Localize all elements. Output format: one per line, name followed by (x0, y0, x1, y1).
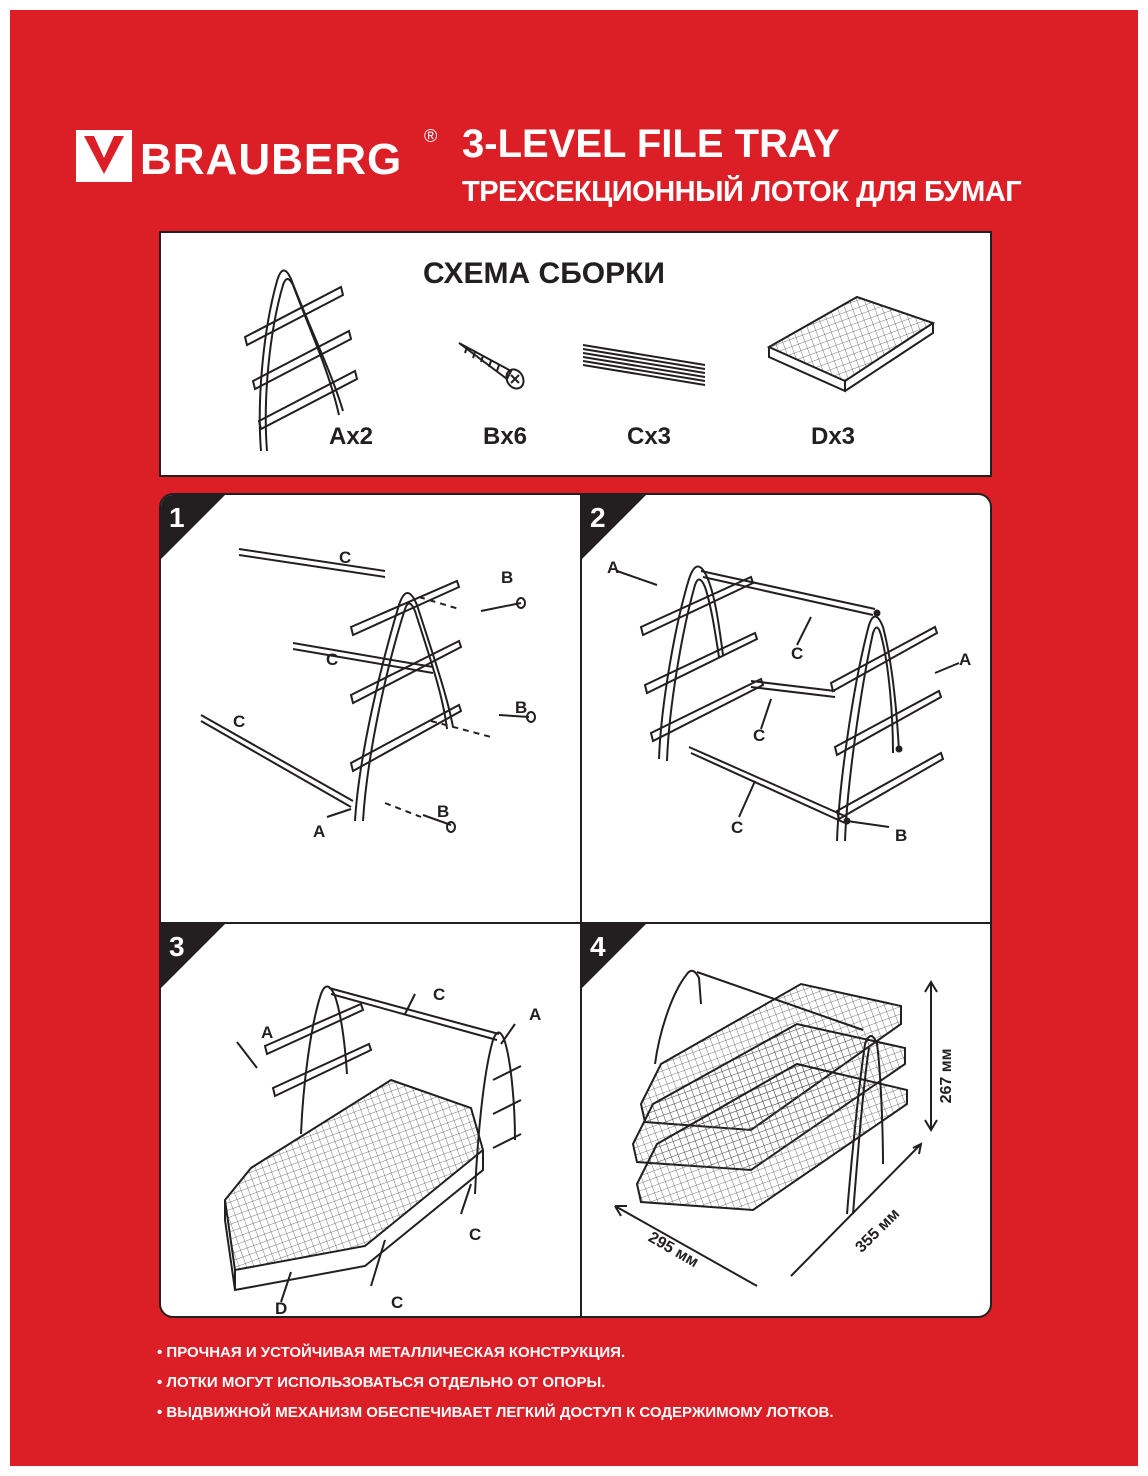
instruction-sheet (10, 10, 1138, 1466)
s2-label-b: B (895, 826, 908, 845)
step-4-number: 4 (590, 931, 606, 962)
s3-label-c3: C (391, 1293, 404, 1312)
s2-label-c3: C (731, 818, 744, 837)
step-3-number: 3 (169, 931, 185, 962)
mesh-tray-icon (761, 283, 941, 403)
grid-divider-vertical (580, 495, 582, 1316)
brand-name: BRAUBERG (140, 135, 403, 184)
part-c-label: Cx3 (627, 423, 672, 450)
s1-label-b1: B (501, 568, 514, 587)
step-2-number: 2 (590, 502, 606, 533)
title-english: 3-LEVEL FILE TRAY (462, 122, 840, 166)
rod-icon (579, 337, 711, 387)
step-1-number: 1 (169, 502, 185, 533)
feature-item: • ВЫДВИЖНОЙ МЕХАНИЗМ ОБЕСПЕЧИВАЕТ ЛЕГКИЙ ДОСТУП К СОДЕРЖИМОМУ ЛОТКОВ. (157, 1404, 834, 1421)
checkmark-logo-icon (76, 126, 132, 182)
s2-label-c2: C (753, 726, 766, 745)
s3-label-a2: A (529, 1005, 542, 1024)
s1-label-c2: C (326, 650, 339, 669)
s3-label-a1: A (261, 1023, 274, 1042)
assembly-steps-grid (159, 493, 992, 1318)
assembly-scheme-title: СХЕМА СБОРКИ (423, 257, 665, 290)
s3-label-c2: C (469, 1225, 482, 1244)
s1-label-b2: B (515, 698, 528, 717)
part-d-label: Dx3 (811, 423, 856, 450)
s3-label-d: D (275, 1299, 288, 1314)
parts-panel (159, 231, 992, 477)
title-russian: ТРЕХСЕКЦИОННЫЙ ЛОТОК ДЛЯ БУМАГ (462, 176, 1022, 208)
feature-list (157, 1338, 834, 1428)
registered-mark: ® (424, 126, 438, 146)
s1-label-b3: B (437, 802, 450, 821)
s2-label-a1: A (607, 558, 620, 577)
grid-divider-horizontal (161, 922, 990, 924)
s1-label-c3: C (233, 712, 246, 731)
feature-item: • ЛОТКИ МОГУТ ИСПОЛЬЗОВАТЬСЯ ОТДЕЛЬНО ОТ ОПОРЫ. (157, 1374, 606, 1391)
s3-label-c1: C (433, 985, 446, 1004)
step-2-drawing (601, 515, 981, 905)
brand-logo (76, 126, 456, 192)
s2-label-c1: C (791, 644, 804, 663)
s4-dim-width: 295 мм (645, 1229, 702, 1272)
s1-label-c1: C (339, 548, 352, 567)
screw-icon (453, 329, 533, 399)
s1-label-a: A (313, 822, 326, 841)
feature-item: • ПРОЧНАЯ И УСТОЙЧИВАЯ МЕТАЛЛИЧЕСКАЯ КОНСТРУКЦИЯ. (157, 1344, 626, 1361)
step-1-drawing (181, 515, 561, 905)
s2-label-a2: A (959, 650, 972, 669)
s4-dim-height: 267 мм (938, 1048, 955, 1104)
s4-dim-depth: 355 мм (852, 1205, 904, 1257)
part-a-label: Ax2 (329, 423, 374, 450)
part-b-label: Bx6 (483, 423, 528, 450)
step-3-drawing (181, 944, 561, 1314)
step-4-drawing (601, 944, 981, 1314)
